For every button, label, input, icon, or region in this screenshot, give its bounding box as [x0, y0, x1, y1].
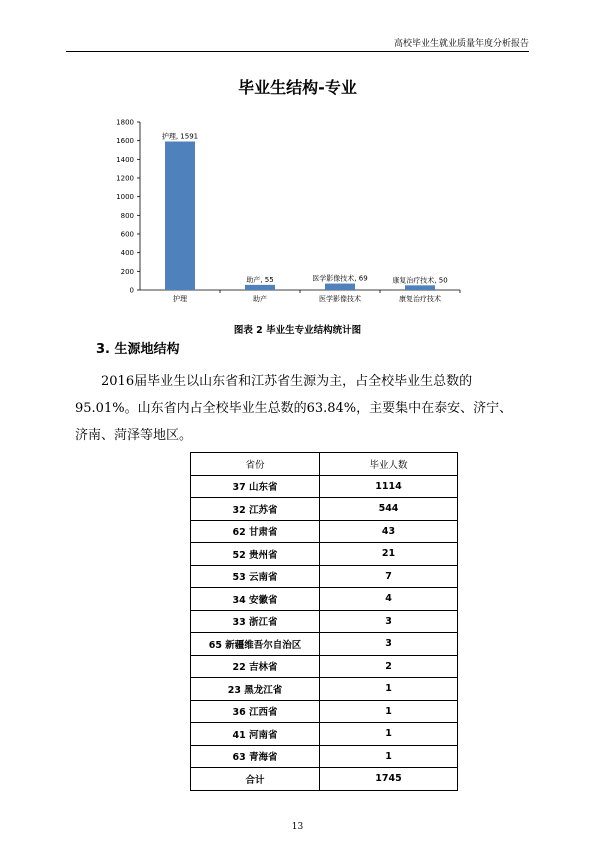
- header-rule: [66, 51, 529, 52]
- body-paragraph: 2016届毕业生以山东省和江苏省生源为主，占全校毕业生总数的95.01%。山东省内占全校毕业生总数的63.84%，主要集中在泰安、济宁、济南、菏泽等地区。: [75, 374, 513, 443]
- header-count: 毕业人数: [320, 453, 458, 476]
- cell-count: 1745: [320, 768, 458, 791]
- table-row: [191, 565, 458, 588]
- cell-province: 32 江苏省: [191, 498, 320, 521]
- y-tick-label: 600: [120, 230, 134, 239]
- cell-province: 37 山东省: [191, 475, 320, 498]
- cell-province: 23 黑龙江省: [191, 678, 320, 701]
- cell-count: 1: [320, 700, 458, 723]
- y-tick-label: 1800: [116, 118, 134, 127]
- bar: [325, 284, 355, 290]
- cell-province: 36 江西省: [191, 700, 320, 723]
- header-province: 省份: [191, 453, 320, 476]
- table-row: [191, 475, 458, 498]
- cell-count: 1114: [320, 475, 458, 498]
- chart-caption: 图表 2 毕业生专业结构统计图: [233, 325, 362, 336]
- page-number: 13: [291, 822, 304, 832]
- chart-heading: 毕业生结构-专业: [238, 78, 357, 97]
- y-tick-label: 1200: [116, 174, 134, 183]
- cell-count: 4: [320, 588, 458, 611]
- x-tick-label: 护理: [173, 295, 187, 303]
- section-title: 3. 生源地结构: [96, 342, 180, 357]
- table-row: [191, 610, 458, 633]
- cell-count: 1: [320, 678, 458, 701]
- cell-province: 合计: [191, 768, 320, 791]
- table-row: [191, 745, 458, 768]
- cell-province: 34 安徽省: [191, 588, 320, 611]
- cell-count: 1: [320, 723, 458, 746]
- bar: [405, 285, 435, 290]
- cell-count: 21: [320, 543, 458, 566]
- table-row: [191, 633, 458, 656]
- table-row: [191, 498, 458, 521]
- cell-count: 7: [320, 565, 458, 588]
- data-label: 康复治疗技术, 50: [392, 276, 448, 285]
- data-label: 助产, 55: [246, 275, 274, 284]
- cell-province: 33 浙江省: [191, 610, 320, 633]
- table-row: [191, 655, 458, 678]
- cell-province: 41 河南省: [191, 723, 320, 746]
- bar: [245, 285, 275, 290]
- y-tick-label: 1000: [116, 193, 134, 202]
- cell-province: 65 新疆维吾尔自治区: [191, 633, 320, 656]
- y-tick-label: 0: [129, 286, 134, 295]
- cell-province: 22 吉林省: [191, 655, 320, 678]
- y-tick-label: 1400: [116, 155, 134, 164]
- data-label: 医学影像技术, 69: [312, 274, 368, 283]
- table-row: [191, 678, 458, 701]
- bar: [165, 142, 195, 290]
- table-row: [191, 543, 458, 566]
- data-label: 护理, 1591: [161, 132, 199, 141]
- table-row: [191, 520, 458, 543]
- cell-count: 3: [320, 633, 458, 656]
- cell-province: 53 云南省: [191, 565, 320, 588]
- cell-province: 63 青海省: [191, 745, 320, 768]
- y-tick-label: 800: [120, 211, 134, 220]
- x-tick-label: 助产: [253, 295, 267, 303]
- cell-province: 62 甘肃省: [191, 520, 320, 543]
- header-title: 高校毕业生就业质量年度分析报告: [393, 39, 529, 49]
- cell-count: 1: [320, 745, 458, 768]
- table-row: [191, 700, 458, 723]
- page-header: [66, 36, 529, 50]
- y-tick-label: 400: [120, 249, 134, 258]
- cell-province: 52 贵州省: [191, 543, 320, 566]
- cell-count: 43: [320, 520, 458, 543]
- table-row: [191, 723, 458, 746]
- table-header-row: [191, 453, 458, 476]
- y-tick-label: 1600: [116, 137, 134, 146]
- x-tick-label: 康复治疗技术: [399, 295, 441, 303]
- x-tick-label: 医学影像技术: [319, 295, 361, 303]
- province-table: [190, 452, 458, 791]
- y-tick-label: 200: [120, 267, 134, 276]
- bar-chart: [100, 110, 480, 310]
- cell-count: 3: [320, 610, 458, 633]
- cell-count: 544: [320, 498, 458, 521]
- cell-count: 2: [320, 655, 458, 678]
- table-row: [191, 768, 458, 791]
- table-row: [191, 588, 458, 611]
